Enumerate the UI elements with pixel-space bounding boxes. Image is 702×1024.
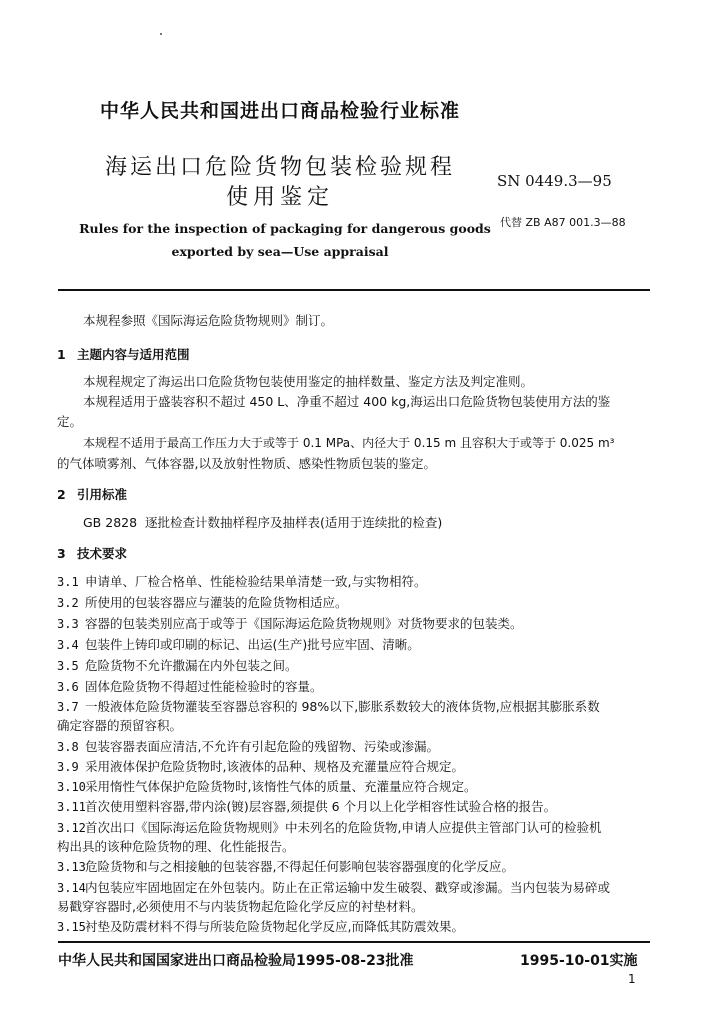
item-number: 3.5 xyxy=(57,659,79,673)
item-number: 3.14 xyxy=(57,881,86,895)
english-title-line2: exported by sea—Use appraisal xyxy=(171,244,389,259)
item-text: 内包装应牢固地固定在外包装内。防止在正常运输中发生破裂、戳穿或渗漏。当内包装为易碎或 xyxy=(85,880,611,895)
list-item xyxy=(57,777,476,797)
list-item xyxy=(57,917,464,937)
list-item-continuation: 易戳穿容器时,必须使用不与内装货物起危险化学反应的衬垫材料。 xyxy=(57,899,424,914)
effective-date: 1995-10-01实施 xyxy=(520,953,638,969)
item-number: 3.1 xyxy=(57,575,79,589)
replaces-standard: 代替 ZB A87 001.3—88 xyxy=(500,216,626,229)
footer-divider xyxy=(58,941,650,943)
item-number: 3.15 xyxy=(57,920,86,934)
section-1-title: 主题内容与适用范围 xyxy=(77,347,190,362)
section-2-title: 引用标准 xyxy=(77,487,128,502)
approval-line: 中华人民共和国国家进出口商品检验局1995-08-23批准 xyxy=(58,953,414,969)
section-1-para-2b: 定。 xyxy=(57,414,83,429)
item-text: 所使用的包装容器应与灌装的危险货物相适应。 xyxy=(85,595,348,610)
list-item xyxy=(57,593,348,613)
item-number: 3.2 xyxy=(57,596,79,610)
item-number: 3.3 xyxy=(57,617,79,631)
list-item xyxy=(57,757,464,777)
item-text: 申请单、厂检合格单、性能检验结果单清楚一致,与实物相符。 xyxy=(85,574,427,589)
item-number: 3.11 xyxy=(57,800,86,814)
standard-code: SN 0449.3—95 xyxy=(497,172,612,190)
item-number: 3.10 xyxy=(57,780,86,794)
list-item-continuation: 构出具的该种危险货物的理、化性能报告。 xyxy=(57,839,295,854)
industry-standard-heading: 中华人民共和国进出口商品检验行业标准 xyxy=(99,100,460,122)
item-number: 3.12 xyxy=(57,821,86,835)
section-1-para-2a: 本规程适用于盛装容积不超过 450 L、净重不超过 400 kg,海运出口危险货物包装使用方法的鉴 xyxy=(83,394,611,409)
item-text: 包装容器表面应清洁,不允许有引起危险的残留物、污染或渗漏。 xyxy=(85,739,439,754)
item-number: 3.8 xyxy=(57,740,79,754)
item-text: 首次出口《国际海运危险货物规则》中未列名的危险货物,申请人应提供主管部门认可的检验机 xyxy=(85,820,602,835)
item-text: 一般液体危险货物灌装至容器总容积的 98%以下,膨胀系数较大的液体货物,应根据其膨胀系数 xyxy=(85,699,600,714)
item-text: 包装件上铸印或印刷的标记、出运(生产)批号应牢固、清晰。 xyxy=(85,637,420,652)
list-item xyxy=(57,737,439,757)
item-number: 3.4 xyxy=(57,638,79,652)
item-text: 危险货物不允许撒漏在内外包装之间。 xyxy=(85,658,298,673)
scan-speck xyxy=(160,33,162,35)
header-divider xyxy=(58,289,650,291)
list-item xyxy=(57,697,600,717)
item-text: 危险货物和与之相接触的包装容器,不得起任何影响包装容器强度的化学反应。 xyxy=(85,859,514,874)
list-item xyxy=(57,614,523,634)
item-number: 3.6 xyxy=(57,680,79,694)
section-1-para-3a: 本规程不适用于最高工作压力大于或等于 0.1 MPa、内径大于 0.15 m 且容积大于或等于 0.025 m³ xyxy=(83,436,615,450)
section-1-para-1: 本规程规定了海运出口危险货物包装使用鉴定的抽样数量、鉴定方法及判定准则。 xyxy=(83,374,534,389)
reference-title: 逐批检查计数抽样程序及抽样表(适用于连续批的检查) xyxy=(145,515,443,530)
page-number: 1 xyxy=(628,972,636,986)
reference-standard xyxy=(83,513,442,532)
section-1-number: 1 xyxy=(57,347,66,362)
section-1-para-3b: 的气体喷雾剂、气体容器,以及放射性物质、感染性物质包装的鉴定。 xyxy=(57,456,436,471)
item-text: 容器的包装类别应高于或等于《国际海运危险货物规则》对货物要求的包装类。 xyxy=(85,616,523,631)
section-3-heading xyxy=(57,544,127,562)
item-text: 采用液体保护危险货物时,该液体的品种、规格及充灌量应符合规定。 xyxy=(85,759,464,774)
list-item xyxy=(57,857,514,877)
document-title-line2: 使用鉴定 xyxy=(225,185,334,210)
document-title-line1: 海运出口危险货物包装检验规程 xyxy=(104,155,455,180)
item-number: 3.13 xyxy=(57,860,86,874)
item-text: 衬垫及防震材料不得与所装危险货物起化学反应,而降低其防震效果。 xyxy=(85,919,464,934)
intro-text: 本规程参照《国际海运危险货物规则》制订。 xyxy=(83,313,334,328)
list-item xyxy=(57,797,556,817)
item-text: 采用惰性气体保护危险货物时,该惰性气体的质量、充灌量应符合规定。 xyxy=(85,779,477,794)
list-item xyxy=(57,572,426,592)
section-2-number: 2 xyxy=(57,487,66,502)
list-item-continuation: 确定容器的预留容积。 xyxy=(57,718,183,733)
reference-code: GB 2828 xyxy=(83,515,138,530)
list-item xyxy=(57,818,601,838)
item-text: 首次使用塑料容器,带内涂(镀)层容器,须提供 6 个月以上化学相容性试验合格的报告。 xyxy=(85,799,557,814)
section-1-heading xyxy=(57,345,190,363)
list-item xyxy=(57,635,420,655)
item-number: 3.9 xyxy=(57,760,79,774)
list-item xyxy=(57,656,298,676)
list-item xyxy=(57,677,323,697)
section-2-heading xyxy=(57,485,127,503)
item-text: 固体危险货物不得超过性能检验时的容量。 xyxy=(85,679,323,694)
section-3-number: 3 xyxy=(57,546,66,561)
list-item xyxy=(57,878,610,898)
english-title-line1: Rules for the inspection of packaging for dangerous goods xyxy=(79,221,491,236)
item-number: 3.7 xyxy=(57,700,79,714)
section-3-title: 技术要求 xyxy=(77,546,128,561)
